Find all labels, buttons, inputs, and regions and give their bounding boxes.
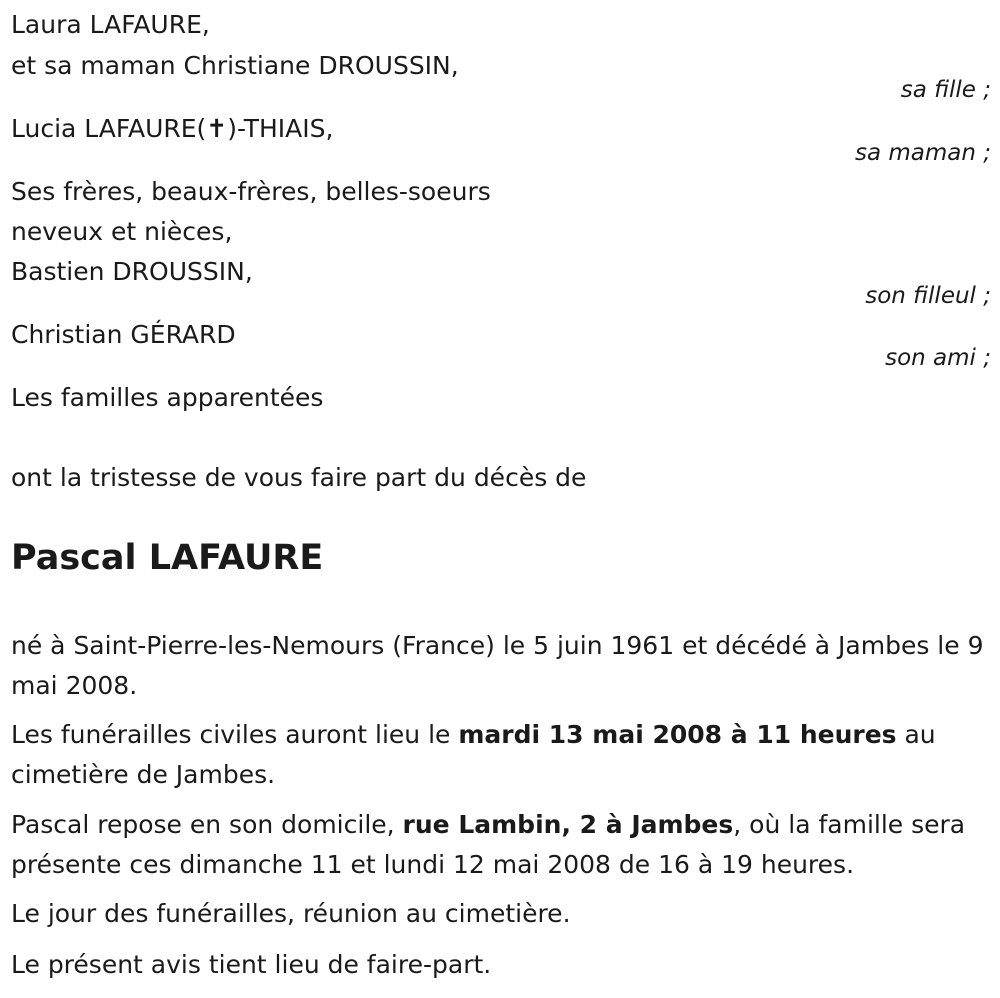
birth-death-info: né à Saint-Pierre-les-Nemours (France) le 5 juin 1961 et décédé à Jambes le 9 mai 2008. [11, 631, 984, 700]
funeral-info [11, 715, 996, 795]
mourner-siblings: Ses frères, beaux-frères, belles-soeurs [11, 177, 491, 206]
mourner-laura: Laura LAFAURE, [11, 10, 210, 39]
mourner-lucia: Lucia LAFAURE(✝)-THIAIS, [11, 114, 334, 143]
mourner-bastien: Bastien DROUSSIN, [11, 257, 253, 286]
announcement-text: ont la tristesse de vous faire part du décès de [11, 463, 587, 492]
meeting-info: Le jour des funérailles, réunion au cimetière. [11, 899, 571, 928]
role-daughter: sa fille ; [900, 77, 991, 103]
role-godson: son filleul ; [865, 283, 991, 309]
repose-info [11, 805, 996, 885]
role-friend: son ami ; [885, 345, 991, 371]
repose-suffix: , où la famille sera présente ces dimanche 11 et lundi 12 mai 2008 de 16 à 19 heures. [11, 810, 966, 879]
repose-prefix: Pascal repose en son domicile, [11, 810, 403, 839]
funeral-datetime: mardi 13 mai 2008 à 11 heures [458, 720, 897, 749]
funeral-prefix: Les funérailles civiles auront lieu le [11, 720, 459, 749]
funeral-suffix: au cimetière de Jambes. [11, 720, 936, 789]
mourner-christian: Christian GÉRARD [11, 320, 236, 349]
mourner-nephews: neveux et nièces, [11, 217, 233, 246]
mourner-families: Les familles apparentées [11, 383, 324, 412]
mourner-christiane: et sa maman Christiane DROUSSIN, [11, 51, 459, 80]
notice-info: Le présent avis tient lieu de faire-part. [11, 950, 492, 979]
repose-address: rue Lambin, 2 à Jambes [402, 810, 734, 839]
role-mother: sa maman ; [854, 140, 991, 166]
deceased-name: Pascal LAFAURE [11, 538, 324, 578]
